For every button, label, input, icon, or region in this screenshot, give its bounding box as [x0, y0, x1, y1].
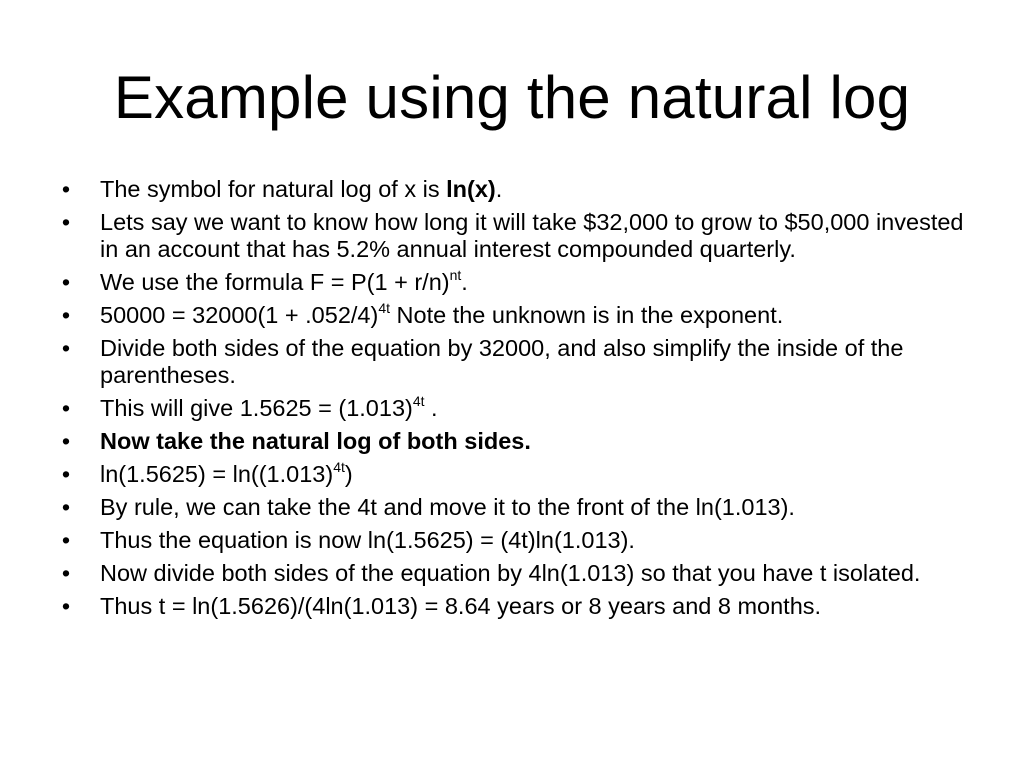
bullet-item-simplified-equation [60, 395, 972, 422]
bullet-text-suffix: . [495, 176, 503, 202]
bullet-text-suffix: ) [344, 461, 353, 487]
bullet-text: 50000 = 32000(1 + .052/4) [100, 302, 379, 328]
exponent: 4t [412, 393, 425, 409]
bullet-item-natural-log-symbol [60, 176, 972, 203]
bullet-bold-text: ln(x) [446, 176, 496, 202]
bullet-icon: • [61, 593, 71, 619]
bullet-text: Lets say we want to know how long it will take $32,000 to grow to $50,000 invested in an account that has 5.2% annual interest compounded quarterly. [100, 209, 964, 262]
bullet-item-formula [60, 269, 972, 296]
bullet-item-result [60, 593, 972, 620]
bullet-item-rearranged-equation [60, 527, 972, 554]
bullet-item-substituted-equation [60, 302, 972, 329]
bullet-icon: • [61, 560, 71, 586]
bullet-bold-text: Now take the natural log of both sides. [100, 428, 531, 454]
bullet-icon: • [61, 527, 71, 553]
bullet-icon: • [61, 269, 71, 295]
exponent: 4t [333, 459, 345, 475]
bullet-icon: • [61, 395, 71, 421]
bullet-item-divide-step [60, 335, 972, 389]
bullet-item-take-natural-log [60, 428, 972, 455]
bullet-icon: • [61, 176, 71, 202]
bullet-icon: • [61, 494, 71, 520]
bullet-icon: • [61, 461, 71, 487]
bullet-item-log-equation [60, 461, 972, 488]
bullet-text-suffix: Note the unknown is in the exponent. [390, 302, 784, 328]
bullet-item-isolate-t [60, 560, 972, 587]
bullet-item-problem-statement [60, 209, 972, 263]
bullet-icon: • [61, 335, 71, 361]
bullet-item-power-rule [60, 494, 972, 521]
bullet-text-suffix: . [461, 269, 468, 295]
bullet-icon: • [61, 302, 71, 328]
bullet-text: By rule, we can take the 4t and move it to the front of the ln(1.013). [100, 494, 795, 520]
bullet-text: Now divide both sides of the equation by 4ln(1.013) so that you have t isolated. [100, 560, 921, 586]
bullet-icon: • [61, 209, 71, 235]
bullet-text: ln(1.5625) = ln((1.013) [100, 461, 334, 487]
bullet-text: Thus t = ln(1.5626)/(4ln(1.013) = 8.64 years or 8 years and 8 months. [100, 593, 822, 619]
slide-title: Example using the natural log [113, 64, 911, 131]
bullet-list [60, 176, 972, 626]
bullet-text: The symbol for natural log of x is [100, 176, 447, 202]
exponent: 4t [378, 300, 391, 316]
bullet-text: This will give 1.5625 = (1.013) [100, 395, 413, 421]
bullet-text: Thus the equation is now ln(1.5625) = (4t)ln(1.013). [100, 527, 635, 553]
bullet-icon: • [61, 428, 71, 454]
bullet-text: Divide both sides of the equation by 32000, and also simplify the inside of the parentheses. [100, 335, 904, 388]
exponent: nt [449, 267, 462, 283]
bullet-text-suffix: . [424, 395, 438, 421]
bullet-text: We use the formula F = P(1 + r/n) [100, 269, 450, 295]
